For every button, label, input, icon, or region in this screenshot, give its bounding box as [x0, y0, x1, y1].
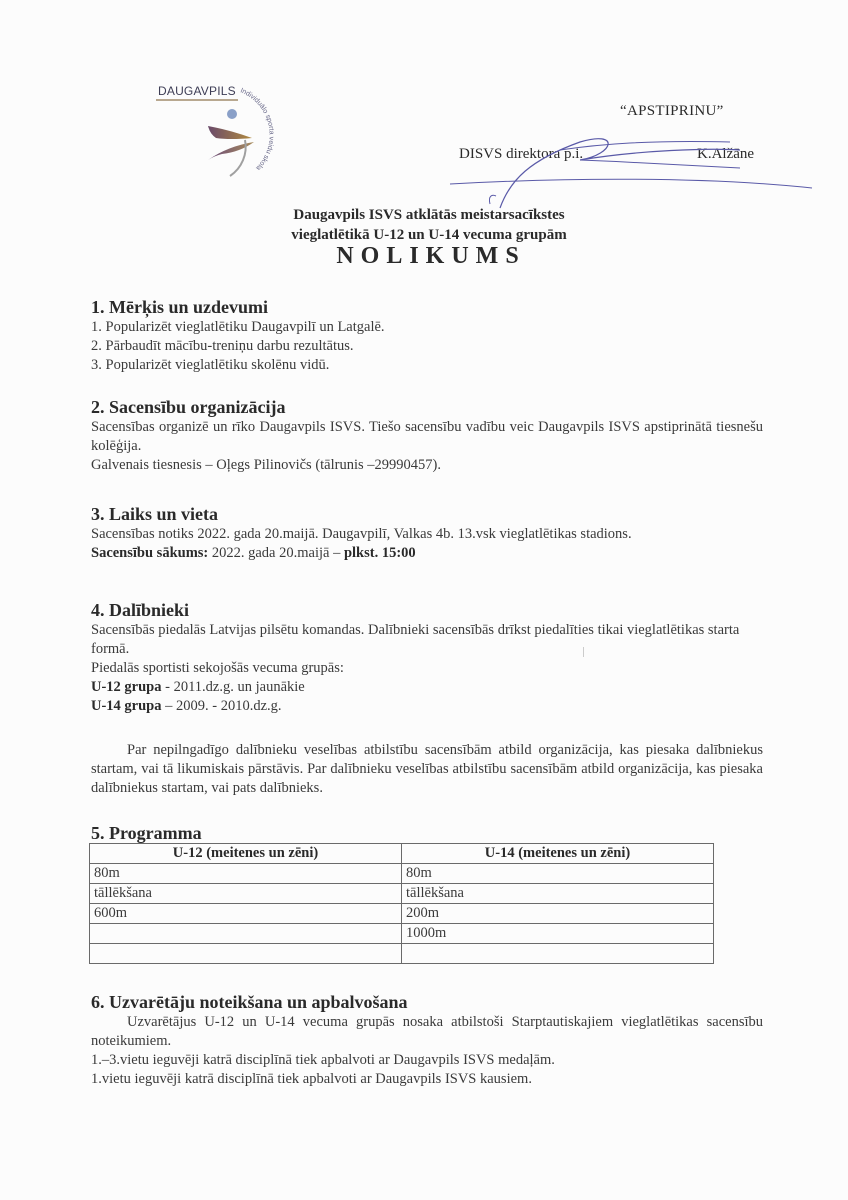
section-5-heading: 5. Programma — [91, 823, 202, 843]
program-table — [89, 843, 714, 964]
table-cell: 80m — [402, 864, 714, 884]
table-cell — [90, 924, 402, 944]
group-label: U-14 grupa — [91, 698, 162, 714]
table-row — [90, 924, 714, 944]
age-group-u12 — [91, 678, 305, 697]
table-cell: tāllēkšana — [402, 884, 714, 904]
list-item: 3. Popularizēt vieglatlētiku skolēnu vidū. — [91, 357, 330, 373]
section-2-paragraph: Sacensības organizē un rīko Daugavpils ISVS. Tiešo sacensību vadību veic Daugavpils ISVS apstiprinātā tiesnešu kolēģija. — [91, 419, 763, 454]
column-header-u12: U-12 (meitenes un zēni) — [90, 844, 402, 864]
section-1-list — [91, 318, 385, 375]
section-6-paragraph: Uzvarētājus U-12 un U-14 vecuma grupās nosaka atbilstoši Starptautiskajiem vieglatlētikas sacensību noteikumiem. — [91, 1014, 763, 1049]
section-3-heading: 3. Laiks un vieta — [91, 504, 219, 524]
table-cell — [90, 944, 402, 964]
section-3-paragraph: Sacensības notiks 2022. gada 20.maijā. Daugavpilī, Valkas 4b. 13.vsk vieglatlētikas stadions. — [91, 526, 632, 542]
medals-line: 1.–3.vietu ieguvēji katrā disciplīnā tiek apbalvoti ar Daugavpils ISVS medaļām. — [91, 1052, 555, 1068]
signature-icon — [440, 120, 820, 210]
chief-judge-line: Galvenais tiesnesis – Oļegs Pilinovičs (tālrunis –29990457). — [91, 457, 441, 473]
table-row — [90, 884, 714, 904]
health-paragraph: Par nepilngadīgo dalībnieku veselības atbilstību sacensībām atbild organizācija, kas piesaka dalībniekus startam, vai tā likumiskais pārstāvis. Par dalībnieku veselības atbilstību sacensībām atbild organizācija, kas piesaka dalībniekus startam, vai pats dalībnieks. — [91, 742, 763, 796]
column-header-u14: U-14 (meitenes un zēni) — [402, 844, 714, 864]
start-date: 2022. gada 20.maijā – — [208, 545, 344, 561]
table-cell — [402, 944, 714, 964]
logo-arc-text: Individuālo sporta veidu skola — [239, 87, 275, 172]
section-1-heading: 1. Mērķis un uzdevumi — [91, 297, 269, 317]
section-6-heading: 6. Uzvarētāju noteikšana un apbalvošana — [91, 992, 408, 1012]
table-cell: 1000m — [402, 924, 714, 944]
school-logo — [150, 78, 300, 188]
logo-name: DAUGAVPILS — [158, 84, 236, 98]
group-label: U-12 grupa — [91, 679, 162, 695]
age-groups-intro: Piedalās sportisti sekojošās vecuma grupās: — [91, 660, 344, 676]
event-title-line1: Daugavpils ISVS atklātās meistarsacīkstes — [293, 207, 565, 223]
event-title-line2: vieglatlētikā U-12 un U-14 vecuma grupām — [291, 227, 567, 243]
table-cell: tāllēkšana — [90, 884, 402, 904]
table-row — [90, 864, 714, 884]
start-time-line — [91, 544, 416, 563]
list-item: 2. Pārbaudīt mācību-treniņu darbu rezultātus. — [91, 338, 354, 354]
start-label: Sacensību sākums: — [91, 545, 209, 561]
group-value: – 2009. - 2010.dz.g. — [161, 698, 282, 714]
approver-position: DISVS direktora p.i. — [459, 146, 584, 162]
section-2-heading: 2. Sacensību organizācija — [91, 397, 286, 417]
start-time: plkst. 15:00 — [343, 545, 416, 561]
table-row — [90, 944, 714, 964]
document-title: NOLIKUMS — [336, 243, 526, 269]
table-cell: 200m — [402, 904, 714, 924]
table-cell: 80m — [90, 864, 402, 884]
table-cell: 600m — [90, 904, 402, 924]
table-header-row — [90, 844, 714, 864]
approver-name: K.Alžāne — [697, 146, 755, 162]
cups-line: 1.vietu ieguvēji katrā disciplīnā tiek apbalvoti ar Daugavpils ISVS kausiem. — [91, 1071, 532, 1087]
list-item: 1. Popularizēt vieglatlētiku Daugavpilī un Latgalē. — [91, 319, 385, 335]
approval-title: “APSTIPRINU” — [620, 103, 724, 119]
section-4-heading: 4. Dalībnieki — [91, 600, 190, 620]
table-row — [90, 904, 714, 924]
group-value: - 2011.dz.g. un jaunākie — [161, 679, 305, 695]
section-4-paragraph: Sacensībās piedalās Latvijas pilsētu komandas. Dalībnieki sacensībās drīkst piedalīties tikai vieglatlētikas starta formā. — [91, 622, 740, 657]
scan-mark — [583, 647, 584, 657]
age-group-u14 — [91, 697, 282, 716]
